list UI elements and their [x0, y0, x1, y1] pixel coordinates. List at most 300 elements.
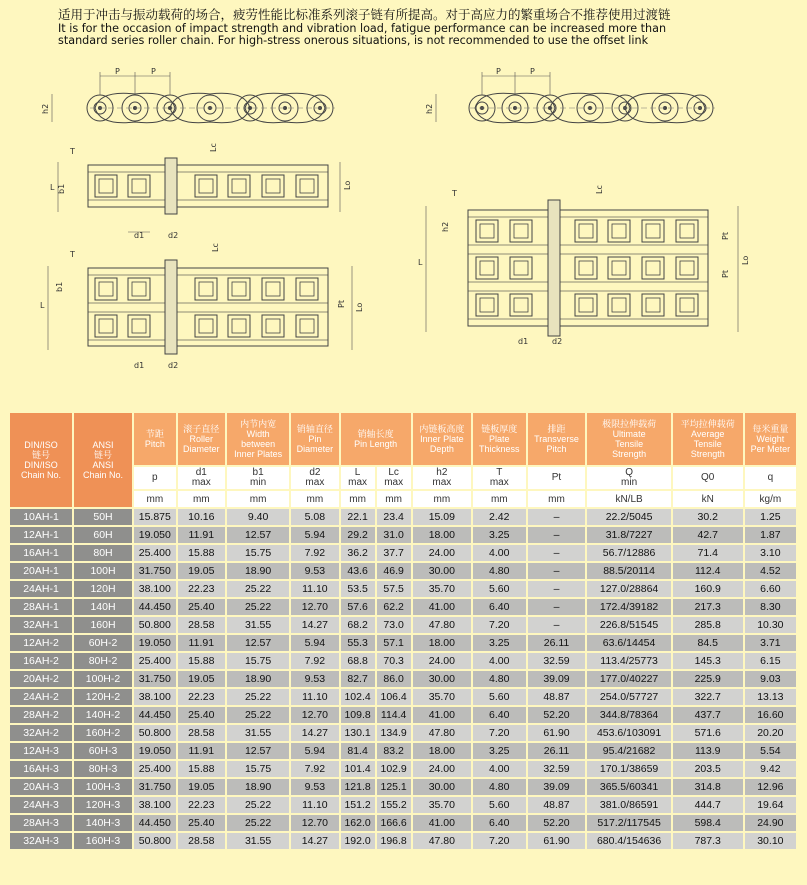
- table-cell: 192.0: [341, 833, 375, 849]
- table-cell: 81.4: [341, 743, 375, 759]
- table-cell: 15.75: [227, 545, 289, 561]
- intro-english-line1: It is for the occasion of impact strength and vibration load, fatigue performance can be increased more than: [58, 22, 667, 35]
- table-cell: 73.0: [377, 617, 411, 633]
- table-cell: 31.55: [227, 833, 289, 849]
- table-cell: 3.25: [473, 527, 526, 543]
- table-row: [10, 599, 796, 615]
- unit-cell: mm: [473, 491, 526, 507]
- table-cell: 61.90: [528, 725, 586, 741]
- table-cell: 50.800: [134, 617, 176, 633]
- table-cell: 44.450: [134, 599, 176, 615]
- table-row: [10, 779, 796, 795]
- table-cell: 787.3: [673, 833, 743, 849]
- symbol-cell: Lc max: [377, 467, 411, 489]
- header-plate-depth: 内链板高度 Inner Plate Depth: [413, 413, 471, 465]
- table-row: [10, 545, 796, 561]
- din-chain-no-cell: 12AH-1: [10, 527, 72, 543]
- table-row: [10, 833, 796, 849]
- table-cell: –: [528, 563, 586, 579]
- table-cell: 48.87: [528, 689, 586, 705]
- table-cell: 7.92: [291, 545, 338, 561]
- table-cell: 225.9: [673, 671, 743, 687]
- label-lc-duplex: Lc: [211, 243, 220, 252]
- ansi-chain-no-cell: 140H-2: [74, 707, 132, 723]
- table-cell: 5.60: [473, 581, 526, 597]
- table-cell: 32.59: [528, 653, 586, 669]
- table-cell: 12.70: [291, 707, 338, 723]
- symbol-cell: d1 max: [178, 467, 225, 489]
- unit-cell: mm: [413, 491, 471, 507]
- ansi-chain-no-cell: 60H: [74, 527, 132, 543]
- unit-cell: kN/LB: [587, 491, 670, 507]
- table-cell: 41.00: [413, 815, 471, 831]
- table-cell: 7.92: [291, 653, 338, 669]
- table-cell: 7.20: [473, 617, 526, 633]
- table-cell: 20.20: [745, 725, 796, 741]
- table-cell: 4.52: [745, 563, 796, 579]
- table-cell: 63.6/14454: [587, 635, 670, 651]
- table-cell: 11.10: [291, 797, 338, 813]
- table-cell: 18.90: [227, 563, 289, 579]
- table-cell: 571.6: [673, 725, 743, 741]
- table-cell: 4.00: [473, 761, 526, 777]
- symbol-cell: p: [134, 467, 176, 489]
- table-cell: –: [528, 617, 586, 633]
- label-lc-simplex: Lc: [209, 143, 218, 152]
- din-chain-no-cell: 24AH-1: [10, 581, 72, 597]
- table-cell: 18.90: [227, 671, 289, 687]
- table-cell: 14.27: [291, 617, 338, 633]
- table-row: [10, 761, 796, 777]
- label-h2-triplex: h2: [441, 221, 450, 232]
- table-cell: 39.09: [528, 779, 586, 795]
- table-cell: 41.00: [413, 599, 471, 615]
- unit-cell: mm: [341, 491, 375, 507]
- header-average-strength: 平均拉伸载荷 Average Tensile Strength: [673, 413, 743, 465]
- intro-text: [58, 6, 798, 47]
- table-cell: 5.54: [745, 743, 796, 759]
- table-cell: 19.050: [134, 635, 176, 651]
- table-cell: 5.94: [291, 743, 338, 759]
- table-cell: 10.16: [178, 509, 225, 525]
- table-cell: 11.91: [178, 743, 225, 759]
- din-chain-no-cell: 16AH-3: [10, 761, 72, 777]
- chain-spec-table: [8, 411, 798, 851]
- din-chain-no-cell: 28AH-1: [10, 599, 72, 615]
- table-cell: 56.7/12886: [587, 545, 670, 561]
- table-cell: 25.22: [227, 815, 289, 831]
- unit-cell: mm: [528, 491, 586, 507]
- table-cell: 5.94: [291, 527, 338, 543]
- table-cell: 26.11: [528, 743, 586, 759]
- table-cell: 25.40: [178, 707, 225, 723]
- table-cell: 18.90: [227, 779, 289, 795]
- table-cell: 55.3: [341, 635, 375, 651]
- label-lo-triplex: Lo: [741, 255, 750, 265]
- header-weight: 每米重量 Weight Per Meter: [745, 413, 796, 465]
- din-chain-no-cell: 32AH-3: [10, 833, 72, 849]
- symbol-cell: Q0: [673, 467, 743, 489]
- table-cell: 285.8: [673, 617, 743, 633]
- side-view-right: [425, 67, 715, 123]
- table-row: [10, 743, 796, 759]
- table-cell: 19.05: [178, 671, 225, 687]
- table-cell: 6.40: [473, 599, 526, 615]
- table-cell: 12.57: [227, 527, 289, 543]
- label-b1-simplex: b1: [57, 183, 66, 194]
- label-l-triplex: L: [418, 258, 423, 267]
- table-cell: 57.1: [377, 635, 411, 651]
- table-cell: 70.3: [377, 653, 411, 669]
- table-cell: 48.87: [528, 797, 586, 813]
- table-cell: 30.10: [745, 833, 796, 849]
- ansi-chain-no-cell: 160H: [74, 617, 132, 633]
- din-chain-no-cell: 20AH-3: [10, 779, 72, 795]
- din-chain-no-cell: 24AH-3: [10, 797, 72, 813]
- table-cell: 7.20: [473, 725, 526, 741]
- unit-cell: mm: [134, 491, 176, 507]
- duplex-top-view: [40, 243, 364, 370]
- symbol-cell: d2 max: [291, 467, 338, 489]
- table-cell: 106.4: [377, 689, 411, 705]
- table-row: [10, 797, 796, 813]
- label-h2-left: h2: [41, 103, 50, 114]
- table-cell: 19.64: [745, 797, 796, 813]
- table-cell: 38.100: [134, 797, 176, 813]
- table-cell: 145.3: [673, 653, 743, 669]
- table-cell: 172.4/39182: [587, 599, 670, 615]
- table-row: [10, 653, 796, 669]
- table-cell: 29.2: [341, 527, 375, 543]
- unit-cell: mm: [227, 491, 289, 507]
- table-cell: 25.22: [227, 797, 289, 813]
- table-cell: 52.20: [528, 815, 586, 831]
- table-cell: 102.9: [377, 761, 411, 777]
- table-cell: 155.2: [377, 797, 411, 813]
- table-cell: 25.400: [134, 545, 176, 561]
- table-cell: 15.875: [134, 509, 176, 525]
- table-cell: 1.87: [745, 527, 796, 543]
- table-cell: 25.22: [227, 581, 289, 597]
- table-body: [10, 509, 796, 849]
- triplex-top-view: [418, 185, 750, 346]
- label-l-duplex: L: [40, 301, 45, 310]
- unit-cell: kg/m: [745, 491, 796, 507]
- table-cell: 598.4: [673, 815, 743, 831]
- table-cell: 43.6: [341, 563, 375, 579]
- din-chain-no-cell: 20AH-2: [10, 671, 72, 687]
- din-chain-no-cell: 20AH-1: [10, 563, 72, 579]
- ansi-chain-no-cell: 100H-2: [74, 671, 132, 687]
- table-cell: 22.23: [178, 689, 225, 705]
- table-cell: 57.6: [341, 599, 375, 615]
- table-cell: 18.00: [413, 527, 471, 543]
- side-view-left: [41, 67, 335, 123]
- symbol-cell: Pt: [528, 467, 586, 489]
- table-cell: 6.40: [473, 707, 526, 723]
- table-cell: 125.1: [377, 779, 411, 795]
- din-chain-no-cell: 28AH-2: [10, 707, 72, 723]
- table-cell: 344.8/78364: [587, 707, 670, 723]
- table-row: [10, 563, 796, 579]
- table-cell: 28.58: [178, 833, 225, 849]
- table-cell: 25.22: [227, 707, 289, 723]
- ansi-chain-no-cell: 100H: [74, 563, 132, 579]
- table-cell: 24.00: [413, 653, 471, 669]
- table-cell: 62.2: [377, 599, 411, 615]
- table-row: [10, 527, 796, 543]
- table-cell: 254.0/57727: [587, 689, 670, 705]
- label-p2: P: [151, 67, 156, 76]
- header-din: DIN/ISO 链号 DIN/ISO Chain No.: [10, 413, 72, 507]
- unit-cell: mm: [377, 491, 411, 507]
- table-cell: 1.25: [745, 509, 796, 525]
- table-cell: 42.7: [673, 527, 743, 543]
- table-cell: 109.8: [341, 707, 375, 723]
- label-pt2-triplex: Pt: [721, 270, 730, 278]
- table-cell: 38.100: [134, 689, 176, 705]
- table-cell: 4.80: [473, 563, 526, 579]
- table-cell: 24.00: [413, 761, 471, 777]
- table-cell: 53.5: [341, 581, 375, 597]
- table-cell: 322.7: [673, 689, 743, 705]
- table-cell: 25.400: [134, 653, 176, 669]
- table-cell: 13.13: [745, 689, 796, 705]
- table-cell: 9.53: [291, 563, 338, 579]
- ansi-chain-no-cell: 120H: [74, 581, 132, 597]
- table-cell: 12.57: [227, 635, 289, 651]
- table-cell: 226.8/51545: [587, 617, 670, 633]
- table-cell: 680.4/154636: [587, 833, 670, 849]
- table-cell: 25.400: [134, 761, 176, 777]
- label-d2-simplex: d2: [168, 231, 179, 240]
- table-cell: 31.8/7227: [587, 527, 670, 543]
- symbol-cell: Q min: [587, 467, 670, 489]
- table-cell: 11.10: [291, 689, 338, 705]
- din-chain-no-cell: 16AH-2: [10, 653, 72, 669]
- table-cell: 217.3: [673, 599, 743, 615]
- label-d2-duplex: d2: [168, 361, 179, 370]
- label-lo-simplex: Lo: [343, 180, 352, 190]
- din-chain-no-cell: 32AH-1: [10, 617, 72, 633]
- table-cell: 3.25: [473, 635, 526, 651]
- table-cell: 3.10: [745, 545, 796, 561]
- table-cell: 39.09: [528, 671, 586, 687]
- table-cell: 121.8: [341, 779, 375, 795]
- table-cell: 52.20: [528, 707, 586, 723]
- table-cell: 6.15: [745, 653, 796, 669]
- din-chain-no-cell: 32AH-2: [10, 725, 72, 741]
- label-p1: P: [115, 67, 120, 76]
- label-pt-duplex: Pt: [337, 300, 346, 308]
- table-cell: 19.05: [178, 563, 225, 579]
- intro-chinese: 适用于冲击与振动载荷的场合，疲劳性能比标准系列滚子链有所提高。对于高应力的繁重场合不推荐使用过渡链: [58, 7, 671, 22]
- table-row: [10, 617, 796, 633]
- table-cell: 25.22: [227, 599, 289, 615]
- table-cell: 15.75: [227, 653, 289, 669]
- table-cell: 9.53: [291, 671, 338, 687]
- label-l-simplex: L: [50, 183, 55, 192]
- table-cell: 196.8: [377, 833, 411, 849]
- table-cell: 112.4: [673, 563, 743, 579]
- table-cell: 30.00: [413, 779, 471, 795]
- table-cell: 38.100: [134, 581, 176, 597]
- table-cell: 22.1: [341, 509, 375, 525]
- table-cell: 31.0: [377, 527, 411, 543]
- table-cell: 12.70: [291, 599, 338, 615]
- ansi-chain-no-cell: 140H-3: [74, 815, 132, 831]
- table-cell: 31.55: [227, 725, 289, 741]
- table-cell: 15.75: [227, 761, 289, 777]
- label-lc-triplex: Lc: [595, 185, 604, 194]
- table-cell: –: [528, 527, 586, 543]
- label-t-triplex: T: [452, 189, 457, 198]
- table-cell: 14.27: [291, 833, 338, 849]
- table-cell: 5.60: [473, 689, 526, 705]
- table-cell: 9.40: [227, 509, 289, 525]
- table-row: [10, 707, 796, 723]
- intro-english-line2: standard series roller chain. For high-stress onerous situations, is not recommended to use the offset link: [58, 34, 649, 47]
- label-h2-right: h2: [425, 103, 434, 114]
- table-cell: 9.42: [745, 761, 796, 777]
- table-cell: 6.60: [745, 581, 796, 597]
- table-cell: 88.5/20114: [587, 563, 670, 579]
- table-cell: 5.60: [473, 797, 526, 813]
- symbol-cell: q: [745, 467, 796, 489]
- table-cell: 4.80: [473, 779, 526, 795]
- table-cell: 5.08: [291, 509, 338, 525]
- header-plate-thickness: 链板厚度 Plate Thickness: [473, 413, 526, 465]
- table-cell: 7.20: [473, 833, 526, 849]
- table-cell: 170.1/38659: [587, 761, 670, 777]
- table-cell: 47.80: [413, 833, 471, 849]
- table-cell: 44.450: [134, 815, 176, 831]
- table-cell: 19.050: [134, 743, 176, 759]
- table-cell: 83.2: [377, 743, 411, 759]
- ansi-chain-no-cell: 60H-2: [74, 635, 132, 651]
- label-pt1-triplex: Pt: [721, 232, 730, 240]
- table-cell: 86.0: [377, 671, 411, 687]
- label-d1-triplex: d1: [518, 337, 529, 346]
- table-cell: 127.0/28864: [587, 581, 670, 597]
- table-cell: 6.40: [473, 815, 526, 831]
- table-cell: 15.88: [178, 761, 225, 777]
- header-roller-diameter: 滚子直径 Roller Diameter: [178, 413, 225, 465]
- table-cell: 47.80: [413, 617, 471, 633]
- table-cell: 18.00: [413, 743, 471, 759]
- label-lo-duplex: Lo: [355, 302, 364, 312]
- table-cell: 18.00: [413, 635, 471, 651]
- table-cell: 31.750: [134, 671, 176, 687]
- header-pin-length: 销轴长度 Pin Length: [341, 413, 411, 465]
- table-cell: 19.050: [134, 527, 176, 543]
- ansi-chain-no-cell: 80H-3: [74, 761, 132, 777]
- ansi-chain-no-cell: 140H: [74, 599, 132, 615]
- table-cell: 4.00: [473, 653, 526, 669]
- table-cell: 151.2: [341, 797, 375, 813]
- table-cell: 47.80: [413, 725, 471, 741]
- table-cell: 41.00: [413, 707, 471, 723]
- ansi-chain-no-cell: 80H-2: [74, 653, 132, 669]
- table-cell: 26.11: [528, 635, 586, 651]
- table-cell: 22.23: [178, 797, 225, 813]
- label-d2-triplex: d2: [552, 337, 563, 346]
- table-cell: 35.70: [413, 797, 471, 813]
- table-cell: 31.750: [134, 563, 176, 579]
- table-cell: 95.4/21682: [587, 743, 670, 759]
- table-cell: 134.9: [377, 725, 411, 741]
- table-cell: –: [528, 509, 586, 525]
- header-pitch: 节距 Pitch: [134, 413, 176, 465]
- din-chain-no-cell: 24AH-2: [10, 689, 72, 705]
- label-b1-duplex: b1: [55, 281, 64, 292]
- unit-cell: mm: [178, 491, 225, 507]
- table-cell: 16.60: [745, 707, 796, 723]
- label-p4: P: [530, 67, 535, 76]
- table-cell: 31.55: [227, 617, 289, 633]
- din-chain-no-cell: 10AH-1: [10, 509, 72, 525]
- table-cell: 444.7: [673, 797, 743, 813]
- table-cell: 68.8: [341, 653, 375, 669]
- header-pin-diameter: 销轴直径 Pin Diameter: [291, 413, 338, 465]
- header-transverse-pitch: 排距 Transverse Pitch: [528, 413, 586, 465]
- table-cell: 19.05: [178, 779, 225, 795]
- label-t-simplex: T: [70, 147, 75, 156]
- table-cell: 71.4: [673, 545, 743, 561]
- table-cell: 22.23: [178, 581, 225, 597]
- table-cell: 437.7: [673, 707, 743, 723]
- ansi-chain-no-cell: 80H: [74, 545, 132, 561]
- table-cell: 9.03: [745, 671, 796, 687]
- label-p3: P: [496, 67, 501, 76]
- table-row: [10, 815, 796, 831]
- unit-cell: mm: [291, 491, 338, 507]
- header-ultimate-strength: 极限拉伸载荷 Ultimate Tensile Strength: [587, 413, 670, 465]
- table-cell: 28.58: [178, 617, 225, 633]
- table-cell: 160.9: [673, 581, 743, 597]
- table-cell: 314.8: [673, 779, 743, 795]
- table-cell: 4.80: [473, 671, 526, 687]
- table-cell: 15.09: [413, 509, 471, 525]
- table-cell: 12.96: [745, 779, 796, 795]
- table-cell: 162.0: [341, 815, 375, 831]
- label-d1-simplex: d1: [134, 231, 145, 240]
- table-cell: 8.30: [745, 599, 796, 615]
- table-cell: 12.57: [227, 743, 289, 759]
- table-cell: 453.6/103091: [587, 725, 670, 741]
- table-row: [10, 671, 796, 687]
- table-cell: 44.450: [134, 707, 176, 723]
- table-row: [10, 509, 796, 525]
- table-cell: 3.25: [473, 743, 526, 759]
- table-cell: 30.00: [413, 563, 471, 579]
- table-row: [10, 635, 796, 651]
- table-cell: 113.4/25773: [587, 653, 670, 669]
- ansi-chain-no-cell: 100H-3: [74, 779, 132, 795]
- din-chain-no-cell: 16AH-1: [10, 545, 72, 561]
- header-row: [10, 413, 796, 465]
- symbol-cell: b1 min: [227, 467, 289, 489]
- table-cell: 10.30: [745, 617, 796, 633]
- table-cell: 2.42: [473, 509, 526, 525]
- table-cell: 113.9: [673, 743, 743, 759]
- simplex-top-view: [50, 143, 352, 240]
- table-cell: 177.0/40227: [587, 671, 670, 687]
- header-width: 内节内宽 Width between Inner Plates: [227, 413, 289, 465]
- table-row: [10, 581, 796, 597]
- table-cell: 61.90: [528, 833, 586, 849]
- table-cell: 57.5: [377, 581, 411, 597]
